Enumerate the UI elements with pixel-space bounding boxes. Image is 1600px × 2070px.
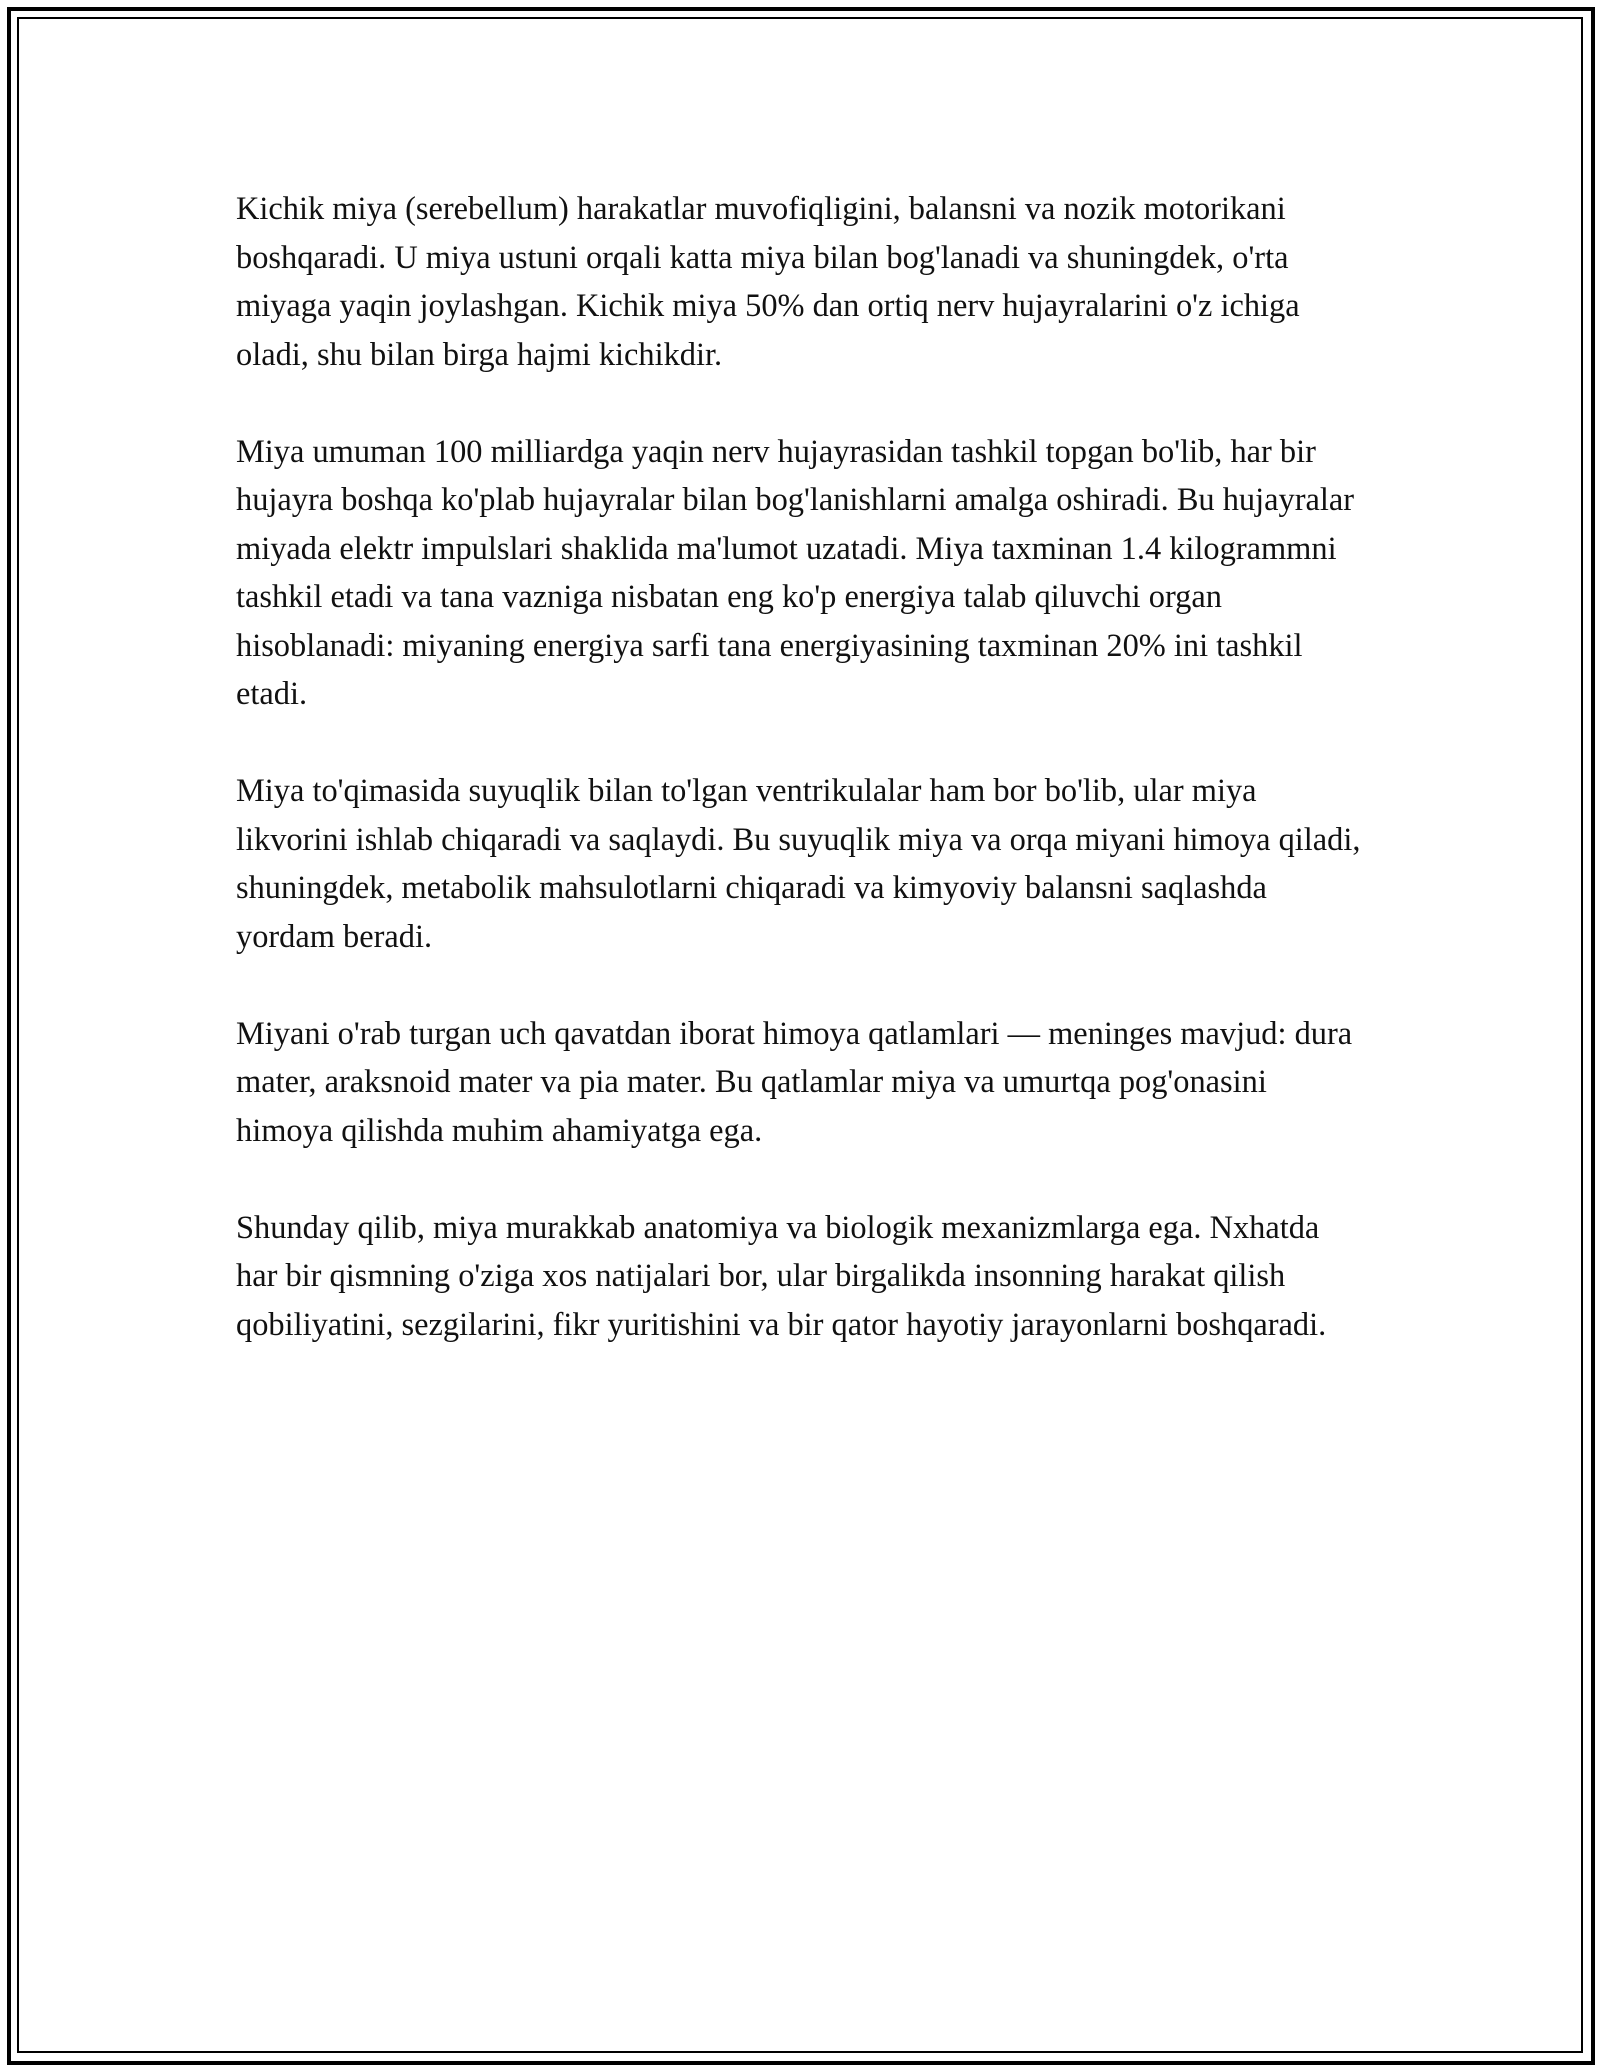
document-body (236, 185, 1366, 1398)
paragraph-ventricles: Miya to'qimasida suyuqlik bilan to'lgan ventrikulalar ham bor bo'lib, ular miya likvorini ishlab chiqaradi va saqlaydi. Bu suyuqlik miya va orqa miyani himoya qiladi, shuningdek, metabolik mahsulotlarni chiqaradi va kimyoviy balansni saqlashda yordam beradi. (236, 773, 1361, 955)
paragraph-cerebellum: Kichik miya (serebellum) harakatlar muvofiqligini, balansni va nozik motorikani boshqaradi. U miya ustuni orqali katta miya bilan bog'lanadi va shuningdek, o'rta miyaga yaqin joylashgan. Kichik miya 50% dan ortiq nerv hujayralarini o'z ichiga oladi, shu bilan birga hajmi kichikdir. (236, 191, 1300, 373)
paragraph-neurons-energy: Miya umuman 100 milliardga yaqin nerv hujayrasidan tashkil topgan bo'lib, har bir hujayra boshqa ko'plab hujayralar bilan bog'lanishlarni amalga oshiradi. Bu hujayralar miyada elektr impulslari shaklida ma'lumot uzatadi. Miya taxminan 1.4 kilogrammni tashkil etadi va tana vazniga nisbatan eng ko'p energiya talab qiluvchi organ hisoblanadi: miyaning energiya sarfi tana energiyasining taxminan 20% ini tashkil etadi. (236, 433, 1355, 712)
paragraph-meninges: Miyani o'rab turgan uch qavatdan iborat himoya qatlamlari — meninges mavjud: dura mater, araksnoid mater va pia mater. Bu qatlamlar miya va umurtqa pog'onasini himoya qilishda muhim ahamiyatga ega. (236, 1015, 1353, 1149)
paragraph-conclusion: Shunday qilib, miya murakkab anatomiya va biologik mexanizmlarga ega. Nxhatda har bir qismning o'ziga xos natijalari bor, ular birgalikda insonning harakat qilish qobiliyatini, sezgilarini, fikr yuritishini va bir qator hayotiy jarayonlarni boshqaradi. (236, 1209, 1327, 1343)
